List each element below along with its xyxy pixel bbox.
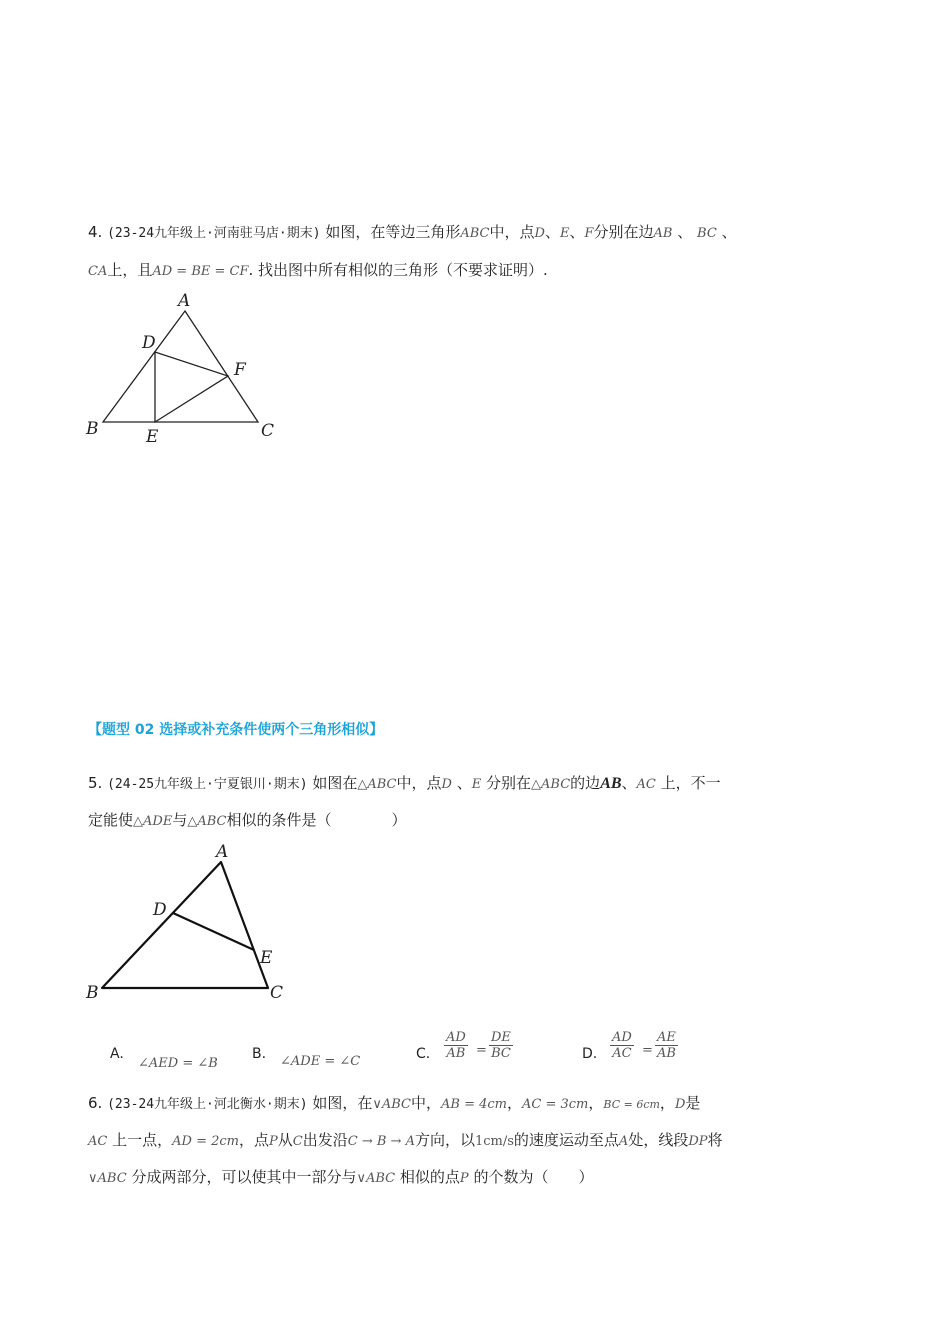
q5-text: 相似的条件是（ ） — [226, 811, 407, 829]
math: AD = 2cm — [172, 1134, 239, 1149]
option-c-eq: = — [476, 1043, 487, 1058]
option-c[interactable] — [416, 1046, 430, 1062]
q6-text: ， — [507, 1094, 523, 1112]
math: AD = BE = CF — [152, 264, 249, 279]
q5-text: 、 — [621, 774, 637, 792]
q4-number: 4. — [88, 223, 103, 241]
q5-text: 、 — [456, 774, 472, 792]
q4-label-d: D — [142, 333, 156, 353]
q4-text: 如图，在等边三角形 — [325, 223, 461, 241]
q4-text: 中，点 — [489, 223, 535, 241]
q5-figure — [80, 838, 300, 1008]
q5-label-c: C — [270, 983, 284, 1003]
math: C — [292, 1134, 303, 1149]
q6-text: 处，线段 — [628, 1131, 689, 1149]
q4-line-2 — [88, 260, 548, 282]
option-b[interactable] — [252, 1046, 266, 1062]
q6-line-2 — [88, 1130, 723, 1152]
option-label: B. — [252, 1046, 267, 1062]
q6-text: 出发沿 — [302, 1131, 348, 1149]
q5-text: 分别在 — [486, 774, 532, 792]
q4-label-a: A — [178, 291, 191, 311]
denominator: AB — [657, 1046, 676, 1061]
q4-label-f: F — [234, 360, 246, 380]
q5-label-d: D — [153, 900, 167, 920]
math: ∨ABC — [372, 1097, 411, 1112]
math: D — [534, 226, 545, 241]
math: ABC — [460, 226, 490, 241]
q4-text: 上，且 — [107, 261, 153, 279]
q5-text: 中，点 — [396, 774, 442, 792]
q5-source: (24-25九年级上·宁夏银川·期末) — [107, 777, 308, 792]
q4-text: 、 — [569, 223, 585, 241]
section-heading: 【题型 02 选择或补充条件使两个三角形相似】 — [88, 722, 384, 738]
q4-text: 、 — [677, 223, 693, 241]
q5-label-b: B — [86, 983, 99, 1003]
q5-text: 的边 — [570, 774, 601, 792]
q6-text: ， — [588, 1094, 604, 1112]
math: A — [618, 1134, 629, 1149]
q4-label-c: C — [261, 421, 275, 441]
q6-text: 如图，在 — [312, 1094, 373, 1112]
math: ∨ABC — [356, 1171, 396, 1186]
math: 1cm/s — [474, 1134, 514, 1149]
q5-text: 上，不一 — [660, 774, 721, 792]
q6-text: 从 — [277, 1131, 293, 1149]
option-c-frac-1 — [444, 1030, 468, 1061]
math: P — [269, 1134, 278, 1149]
math: C → B → A — [347, 1134, 415, 1149]
option-d-frac-1 — [610, 1030, 634, 1061]
q6-source: (23-24九年级上·河北衡水·期末) — [107, 1097, 308, 1112]
q4-text: . 找出图中所有相似的三角形（不要求证明）. — [248, 261, 548, 279]
q4-label-b: B — [86, 419, 99, 439]
option-b-expr: ∠ADE = ∠C — [280, 1054, 361, 1069]
q5-triangle-abc — [102, 862, 268, 988]
q6-text: 分成两部分，可以使其中一部分与 — [131, 1168, 357, 1186]
option-a-expr: ∠AED = ∠B — [138, 1056, 218, 1071]
q4-text: 、 — [544, 223, 560, 241]
q5-line-2 — [88, 810, 407, 832]
q6-text: 是 — [685, 1094, 701, 1112]
q4-text: 、 — [721, 223, 737, 241]
numerator: DE — [491, 1030, 511, 1045]
q5-number: 5. — [88, 774, 103, 792]
math: CA — [88, 264, 108, 279]
math: △ABC — [187, 814, 227, 829]
math: E — [559, 226, 570, 241]
q4-text: 分别在边 — [593, 223, 654, 241]
q6-text: 将 — [707, 1131, 723, 1149]
option-d-eq: = — [642, 1043, 653, 1058]
q6-text: ，点 — [239, 1131, 270, 1149]
q5-text: 与 — [172, 811, 188, 829]
math: E — [471, 777, 482, 792]
option-c-frac-2 — [489, 1030, 513, 1061]
numerator: AD — [446, 1030, 466, 1045]
q4-line-1 — [88, 222, 737, 244]
math: △ADE — [133, 814, 173, 829]
q4-figure — [80, 288, 280, 448]
q4-source: (23-24九年级上·河南驻马店·期末) — [107, 226, 321, 241]
q6-text: 的速度运动至点 — [513, 1131, 619, 1149]
q5-label-e: E — [260, 948, 273, 968]
denominator: AB — [446, 1046, 466, 1061]
math: △ABC — [357, 777, 397, 792]
math: D — [441, 777, 452, 792]
q6-text: 相似的点 — [399, 1168, 460, 1186]
q6-line-3 — [88, 1167, 593, 1189]
q6-text: 上一点， — [112, 1131, 173, 1149]
math: AC = 3cm — [522, 1097, 589, 1112]
denominator: BC — [491, 1046, 511, 1061]
q5-line-1 — [88, 773, 721, 795]
denominator: AC — [612, 1046, 632, 1061]
option-label: C. — [416, 1046, 431, 1062]
math: ∨ABC — [88, 1171, 127, 1186]
math: AC — [88, 1134, 108, 1149]
q6-number: 6. — [88, 1094, 103, 1112]
math: BC = 6cm — [603, 1098, 660, 1111]
option-d[interactable] — [582, 1046, 597, 1062]
q6-text: ， — [659, 1094, 675, 1112]
math: AC — [636, 777, 656, 792]
numerator: AE — [655, 1030, 678, 1046]
q4-label-e: E — [146, 427, 159, 447]
q6-text: 方向，以 — [414, 1131, 475, 1149]
q5-text: 如图在 — [312, 774, 358, 792]
q6-text: 中， — [411, 1094, 442, 1112]
math: AB = 4cm — [441, 1097, 507, 1112]
q5-text: 定能使 — [88, 811, 134, 829]
option-label: A. — [110, 1046, 124, 1062]
q4-triangle-def — [155, 352, 228, 422]
q5-label-a: A — [216, 842, 229, 862]
math: D — [674, 1097, 686, 1112]
option-d-frac-2 — [655, 1030, 678, 1061]
math: BC — [697, 226, 717, 241]
math: F — [584, 226, 594, 241]
math: AB — [600, 775, 622, 792]
math: P — [459, 1171, 469, 1186]
q6-text: 的个数为（ ） — [473, 1168, 594, 1186]
numerator: AD — [612, 1030, 632, 1045]
math: AB — [653, 226, 673, 241]
option-a[interactable] — [110, 1046, 124, 1062]
option-label: D. — [582, 1046, 598, 1062]
math: △ABC — [531, 777, 571, 792]
math: DP — [688, 1134, 708, 1149]
q6-line-1 — [88, 1093, 700, 1115]
